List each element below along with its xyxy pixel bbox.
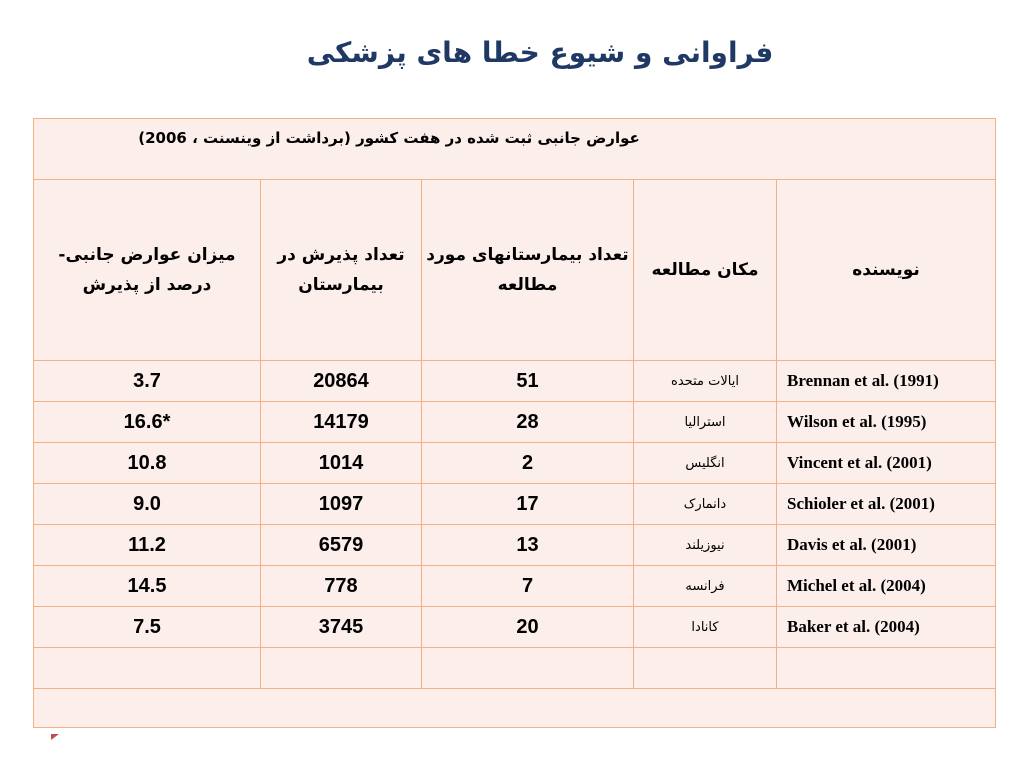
cell-place: استرالیا (634, 402, 777, 443)
cell-admissions: 1097 (261, 484, 422, 525)
table-row-empty (34, 648, 996, 689)
cell-admissions: 6579 (261, 525, 422, 566)
table-row (34, 525, 996, 566)
cell-author: Brennan et al. (1991) (777, 361, 996, 402)
cell-rate: 3.7 (34, 361, 261, 402)
cell-author: Baker et al. (2004) (777, 607, 996, 648)
table-row (34, 402, 996, 443)
empty-cell (422, 648, 634, 689)
header-rate: میزان عوارض جانبی- درصد از پذیرش (34, 180, 261, 361)
empty-footer-cell (34, 689, 996, 728)
cell-hospitals: 13 (422, 525, 634, 566)
cell-rate: 16.6* (34, 402, 261, 443)
cell-author: Wilson et al. (1995) (777, 402, 996, 443)
cell-author: Vincent et al. (2001) (777, 443, 996, 484)
cell-admissions: 14179 (261, 402, 422, 443)
header-author: نویسنده (777, 180, 996, 361)
cell-hospitals: 20 (422, 607, 634, 648)
header-hospitals: تعداد بیمارستانهای مورد مطالعه (422, 180, 634, 361)
table-row (34, 361, 996, 402)
header-admissions: تعداد پذیرش در بیمارستان (261, 180, 422, 361)
cell-place: نیوزیلند (634, 525, 777, 566)
header-place: مکان مطالعه (634, 180, 777, 361)
cell-hospitals: 51 (422, 361, 634, 402)
cell-place: دانمارک (634, 484, 777, 525)
empty-cell (34, 648, 261, 689)
cell-rate: 9.0 (34, 484, 261, 525)
empty-cell (777, 648, 996, 689)
cell-admissions: 1014 (261, 443, 422, 484)
cell-place: کانادا (634, 607, 777, 648)
table-row (34, 566, 996, 607)
table-caption: عوارض جانبی ثبت شده در هفت کشور (برداشت از وینسنت ، 2006) (138, 129, 640, 147)
cell-author: Schioler et al. (2001) (777, 484, 996, 525)
cell-admissions: 3745 (261, 607, 422, 648)
cell-hospitals: 28 (422, 402, 634, 443)
corner-arrow-icon (51, 734, 59, 740)
empty-cell (634, 648, 777, 689)
cell-admissions: 20864 (261, 361, 422, 402)
cell-hospitals: 2 (422, 443, 634, 484)
cell-rate: 11.2 (34, 525, 261, 566)
table-caption-cell (34, 119, 996, 180)
cell-place: فرانسه (634, 566, 777, 607)
cell-author: Davis et al. (2001) (777, 525, 996, 566)
table-footer-row (34, 689, 996, 728)
table-row (34, 607, 996, 648)
table-row (34, 484, 996, 525)
adverse-events-table (33, 118, 996, 728)
table-header-row (34, 180, 996, 361)
empty-cell (261, 648, 422, 689)
cell-admissions: 778 (261, 566, 422, 607)
cell-hospitals: 17 (422, 484, 634, 525)
cell-place: انگلیس (634, 443, 777, 484)
cell-hospitals: 7 (422, 566, 634, 607)
cell-rate: 7.5 (34, 607, 261, 648)
cell-author: Michel et al. (2004) (777, 566, 996, 607)
table-row (34, 443, 996, 484)
cell-rate: 14.5 (34, 566, 261, 607)
cell-place: ایالات متحده (634, 361, 777, 402)
cell-rate: 10.8 (34, 443, 261, 484)
slide-title: فراوانی و شیوع خطا های پزشکی (306, 36, 774, 69)
